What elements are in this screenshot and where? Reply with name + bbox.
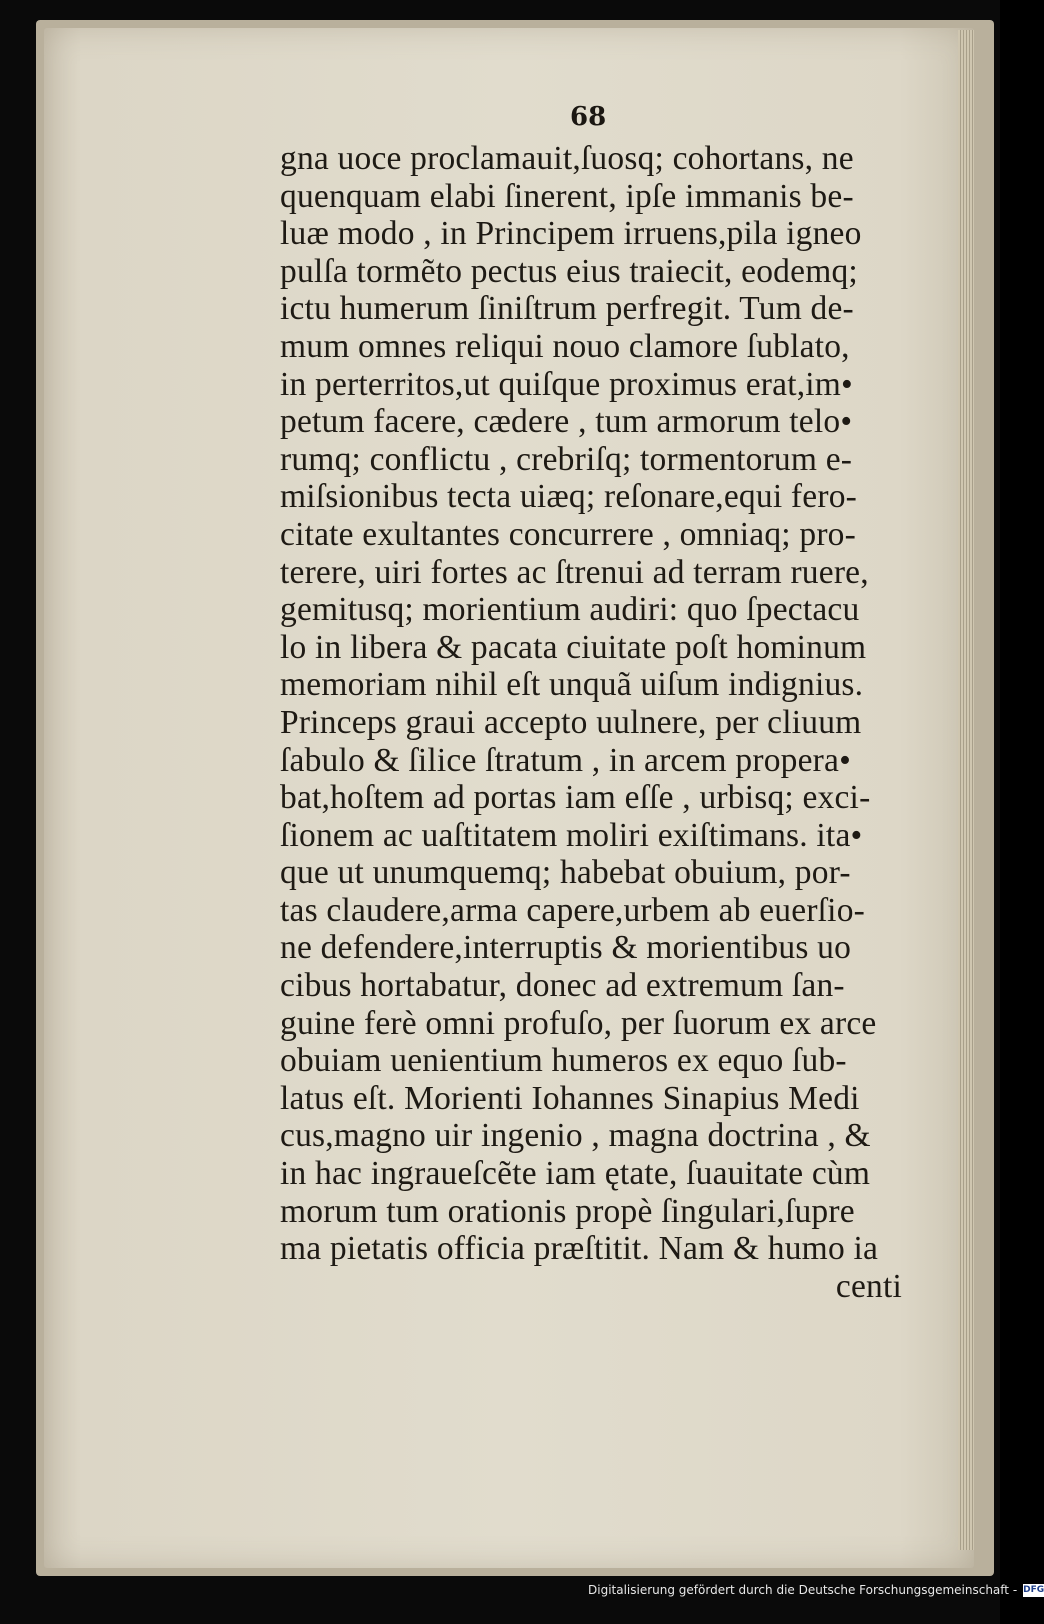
text-line: latus eſt. Morienti Iohannes Sinapius Medi bbox=[280, 1079, 860, 1117]
text-line: lo in libera & pacata ciuitate poſt hominum bbox=[280, 628, 867, 666]
text-line: in hac ingraueſcẽte iam ętate, ſuauitate cùm bbox=[280, 1155, 871, 1193]
text-line: terere, uiri fortes ac ſtrenui ad terram ruere, bbox=[280, 553, 869, 591]
text-line: luæ modo , in Principem irruens,pila igneo bbox=[280, 215, 862, 253]
text-line: miſsionibus tecta uiæq; reſonare,equi fero- bbox=[280, 478, 858, 516]
text-line: que ut unumquemq; habebat obuium, por- bbox=[280, 854, 851, 892]
catchword: centi bbox=[835, 1267, 902, 1305]
text-line: rumq; conflictu , crebriſq; tormentorum e- bbox=[280, 440, 853, 478]
text-line: ne defendere,interruptis & morientibus uo bbox=[280, 929, 852, 967]
text-block bbox=[280, 140, 910, 1305]
page-edges bbox=[958, 30, 974, 1550]
text-line: obuiam uenientium humeros ex equo ſub- bbox=[280, 1042, 847, 1080]
text-line: tas claudere,arma capere,urbem ab euerſio- bbox=[280, 891, 865, 929]
text-line: ſabulo & ſilice ſtratum , in arcem propera• bbox=[280, 741, 852, 779]
text-line: ictu humerum ſiniſtrum perfregit. Tum de- bbox=[280, 290, 854, 328]
text-line: memoriam nihil eſt unquã uiſum indignius. bbox=[280, 666, 864, 704]
text-line: petum facere, cædere , tum armorum telo• bbox=[280, 403, 853, 441]
page-number: 68 bbox=[570, 102, 607, 132]
text-line: gna uoce proclamauit,ſuosq; cohortans, ne bbox=[280, 140, 854, 177]
dfg-logo: DFG bbox=[1023, 1584, 1044, 1595]
text-line: guine ferè omni profuſo, per ſuorum ex arce bbox=[280, 1004, 877, 1042]
text-line: Princeps graui accepto uulnere, per cliuum bbox=[280, 703, 862, 741]
digitization-credit bbox=[588, 1580, 1044, 1600]
text-line: pulſa tormẽto pectus eius traiecit, eodemq; bbox=[280, 252, 858, 290]
text-line: in perterritos,ut quiſque proximus erat,im• bbox=[280, 365, 853, 403]
text-line: quenquam elabi ſinerent, ipſe immanis be- bbox=[280, 177, 854, 215]
text-line: mum omnes reliqui nouo clamore ſublato, bbox=[280, 327, 850, 365]
text-line: cibus hortabatur, donec ad extremum ſan- bbox=[280, 967, 845, 1005]
credit-text: Digitalisierung gefördert durch die Deutsche Forschungsgemeinschaft - bbox=[588, 1583, 1018, 1597]
text-line: morum tum orationis propè ſingulari,ſupre bbox=[280, 1192, 855, 1230]
text-line: gemitusq; morientium audiri: quo ſpectacu bbox=[280, 591, 860, 629]
text-line: citate exultantes concurrere , omniaq; pro- bbox=[280, 515, 856, 553]
text-line: ſionem ac uaſtitatem moliri exiſtimans. ita• bbox=[280, 816, 863, 854]
text-line: bat,hoſtem ad portas iam eſſe , urbisq; exci- bbox=[280, 779, 871, 817]
text-line: ma pietatis officia præſtitit. Nam & humo ia bbox=[280, 1230, 879, 1268]
text-line: cus,magno uir ingenio , magna doctrina , & bbox=[280, 1117, 871, 1155]
